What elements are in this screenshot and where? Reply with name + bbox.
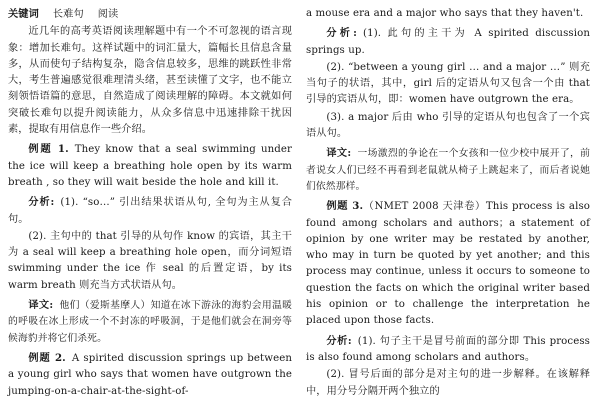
keyword-term: 阅读 <box>97 9 119 20</box>
left-column <box>8 6 292 400</box>
example-3-label: 例题 3. <box>326 200 364 213</box>
translation-1-label: 译文: <box>28 299 54 312</box>
translation-1-text: 他们（爱斯基摩人）知道在冰下游泳的海豹会用温暖的呼吸在冰上形成一个不封冻的呼吸洞，于是他们就会在洞旁等候海豹并将它们杀死。 <box>8 300 292 344</box>
example-3 <box>306 198 590 329</box>
analysis-2-label: 分析: <box>326 27 358 40</box>
analysis-1-p2: (2). 主句中的 that 引导的从句作 know 的宾语，其主干为 a seal will keep a breathing hole open，而分词短语 swimming under the ice 作 seal 的后置定语，by its warm breath 则充当方式状语从句。 <box>8 230 292 291</box>
example-3-text: This process is also found among scholars and authors；a statement of opinion by one writer may be restated by another, who may in turn be quoted by yet another; and this process may continue, unless it occurs to someone to question the facts on which the original writer based his opinion or to challenge the interpretation he placed upon those facts. <box>306 201 591 327</box>
intro-paragraph: 近几年的高考英语阅读理解题中有一个不可忽视的语言现象：增加长难句。这样试题中的词汇量大，篇幅长且信息含量多，从而使句子结构复杂，隐含信息较多，思维的跳跃性非常大，考生普遍感觉很难理清头绪，甚至读懂了文字，也不能立刻领悟语篇的意思，自然造成了阅读理解的障碍。本文就如何突破长难句以提升阅读能力，从众多信息中迅速排除干扰因素，提取有用信息作一些介绍。 <box>8 26 292 136</box>
example-2-label: 例题 2. <box>28 351 66 364</box>
analysis-3-p2: (2). 冒号后面的部分是对主句的进一步解释。在该解释中，用分号分隔开两个独立的 <box>306 369 590 397</box>
analysis-1-p1 <box>8 194 292 228</box>
example-3-source: （NMET 2008 天津卷） <box>363 201 486 213</box>
analysis-2-p1 <box>306 25 590 59</box>
keywords-line <box>8 6 292 23</box>
keyword-term: 长难句 <box>52 9 84 20</box>
example-2 <box>8 350 292 400</box>
analysis-2-text-1: (1). 此句的主干为 A spirited discussion springs up. <box>306 28 590 56</box>
keywords-label: 关键词 <box>8 8 39 20</box>
example-1-text: They know that a seal swimming under the ice will keep a breathing hole open by its warm breath , so they will wait beside the hole and kill it. <box>8 144 292 188</box>
analysis-3-label: 分析: <box>326 334 352 347</box>
analysis-3-p1 <box>306 333 590 367</box>
translation-2 <box>306 145 590 195</box>
translation-2-label: 译文: <box>326 147 352 160</box>
example-2-text: A spirited discussion springs up between a young girl who says that women have outgrown the jumping-on-a-chair-at-the-sight-of- <box>8 352 292 397</box>
analysis-1-text-1: (1). “so…” 引出结果状语从句, 全句为主从复合句。 <box>8 197 292 225</box>
example-1-label: 例题 1. <box>28 143 69 156</box>
analysis-2-p2: (2). “between a young girl … and a major …” 则充当句子的状语，其中，girl 后的定语从句又包含一个由 that 引导的宾语从句，即：women have outgrown the era。 <box>306 61 590 106</box>
analysis-1-label: 分析: <box>28 196 55 209</box>
analysis-2-p3: (3). a major 后由 who 引导的定语从句也包含了一个宾语从句。 <box>306 111 590 140</box>
translation-1 <box>8 297 292 347</box>
right-column <box>306 6 590 400</box>
translation-2-text: 一场激烈的争论在一个女孩和一位少校中展开了，前者说女人们已经不再看到老鼠就从椅子上跳起来了，而后者说她们依然那样。 <box>306 148 590 192</box>
example-1 <box>8 141 292 191</box>
analysis-3-text-1: (1). 句子主干是冒号前面的部分即 This process is also found among scholars and authors。 <box>306 335 590 363</box>
example-2-continued: a mouse era and a major who says that they haven't. <box>306 8 584 19</box>
